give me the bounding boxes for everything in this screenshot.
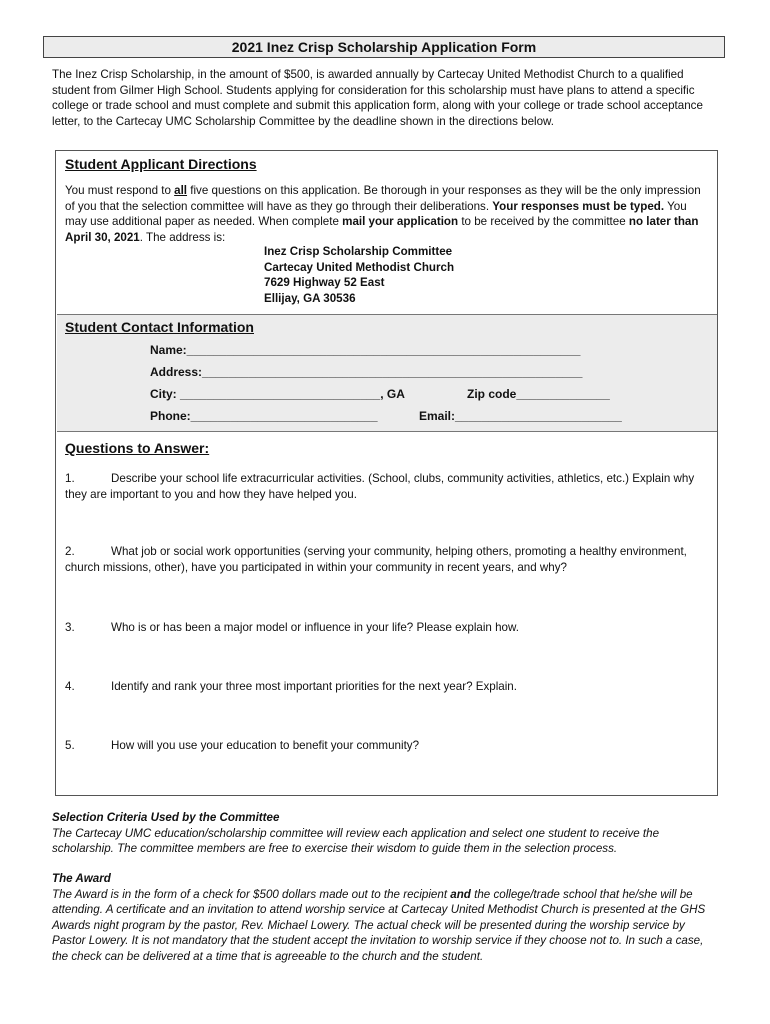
directions-text-part: You must respond to: [65, 184, 175, 197]
award-section: [52, 871, 720, 964]
phone-field[interactable]: Phone:____________________________: [150, 409, 378, 423]
question-text: Who is or has been a major model or influence in your life? Please explain how.: [111, 621, 519, 634]
applicant-section-box: [55, 150, 718, 796]
award-text-part: The Award is in the form of a check for $500 dollars made out to the recipient: [52, 887, 451, 901]
award-text-part: the college/trade school that he/she will be attending. A certificate and an invitation to attend worship service at Cartecay United Methodist Church is presented at the GHS Awards night program by the pastor, Rev. Michael Lowery. The actual check will be presented during the worship service by Pastor Lowery. It is not mandatory that the student accept the invitation to worship service if they choose not to. In such a case, the check can be delivered at a time that is agreeable to the church and the student.: [52, 887, 706, 963]
question-number: 1.: [65, 472, 75, 485]
address-line: 7629 Highway 52 East: [264, 276, 385, 289]
question-number: 4.: [65, 680, 75, 693]
city-field[interactable]: City: ______________________________, GA: [150, 387, 405, 401]
question-text: What job or social work opportunities (serving your community, helping others, promoting a healthy environment, church missions, other), have you participated in within your community in recent years, and why?: [65, 545, 687, 574]
directions-text-part: to be received by the committee: [458, 215, 629, 228]
directions-text-part: five questions on this application. Be thorough in your responses as they will be the only impression of you that the selection committee will have as they go through their deliberations.: [65, 184, 701, 213]
directions-typed-emphasis: Your responses must be typed.: [492, 199, 665, 213]
question-text: Identify and rank your three most important priorities for the next year? Explain.: [111, 680, 517, 693]
address-field[interactable]: Address:_________________________________________________________: [150, 365, 583, 379]
address-line: Ellijay, GA 30536: [264, 291, 356, 305]
selection-criteria: [52, 810, 720, 857]
contact-info-box: [57, 314, 717, 432]
criteria-text: The Cartecay UMC education/scholarship committee will review each application and select one student to receive the scholarship. The committee members are free to exercise their wisdom to guide them in the selection process.: [52, 826, 660, 855]
question-text: Describe your school life extracurricular activities. (School, clubs, community activities, athletics, etc.) Explain why they are important to you and how they have helped you.: [65, 472, 695, 501]
address-line: Inez Crisp Scholarship Committee: [264, 245, 453, 258]
question-text: How will you use your education to benefit your community?: [111, 739, 420, 752]
criteria-heading: Selection Criteria Used by the Committee: [52, 811, 280, 824]
award-text: [52, 887, 720, 965]
directions-mail-emphasis: mail your application: [342, 215, 459, 228]
mailing-address: [264, 244, 454, 306]
question-item: [65, 679, 705, 695]
question-item: [65, 544, 705, 575]
directions-text-part: You may use additional paper as needed. When complete: [65, 199, 687, 228]
email-field[interactable]: Email:_________________________: [419, 409, 622, 423]
zip-field[interactable]: Zip code______________: [467, 387, 610, 401]
address-line: Cartecay United Methodist Church: [264, 260, 455, 274]
award-heading: The Award: [52, 872, 111, 885]
question-item: [65, 471, 705, 502]
form-title: 2021 Inez Crisp Scholarship Application Form: [43, 36, 725, 58]
award-and-emphasis: and: [450, 887, 471, 901]
directions-text: [65, 183, 709, 245]
contact-heading: Student Contact Information: [65, 319, 254, 335]
question-item: [65, 620, 705, 636]
directions-text-part: . The address is:: [139, 230, 226, 244]
question-number: 3.: [65, 621, 75, 634]
question-number: 5.: [65, 739, 75, 752]
name-field[interactable]: Name:___________________________________________________________: [150, 343, 581, 357]
directions-deadline: no later than April 30, 2021: [65, 215, 699, 244]
questions-heading: Questions to Answer:: [65, 440, 210, 456]
question-item: [65, 738, 705, 754]
question-number: 2.: [65, 545, 75, 558]
directions-all-emphasis: all: [174, 184, 188, 197]
intro-paragraph: The Inez Crisp Scholarship, in the amount of $500, is awarded annually by Cartecay United Methodist Church to a qualified student from Gilmer High School. Students applying for consideration for this scholarship must have plans to attend a specific college or trade school and must complete and submit this application form, along with your college or trade school acceptance letter, to the Cartecay UMC Scholarship Committee by the deadline shown in the directions below.: [52, 68, 703, 128]
directions-heading: Student Applicant Directions: [65, 156, 257, 172]
